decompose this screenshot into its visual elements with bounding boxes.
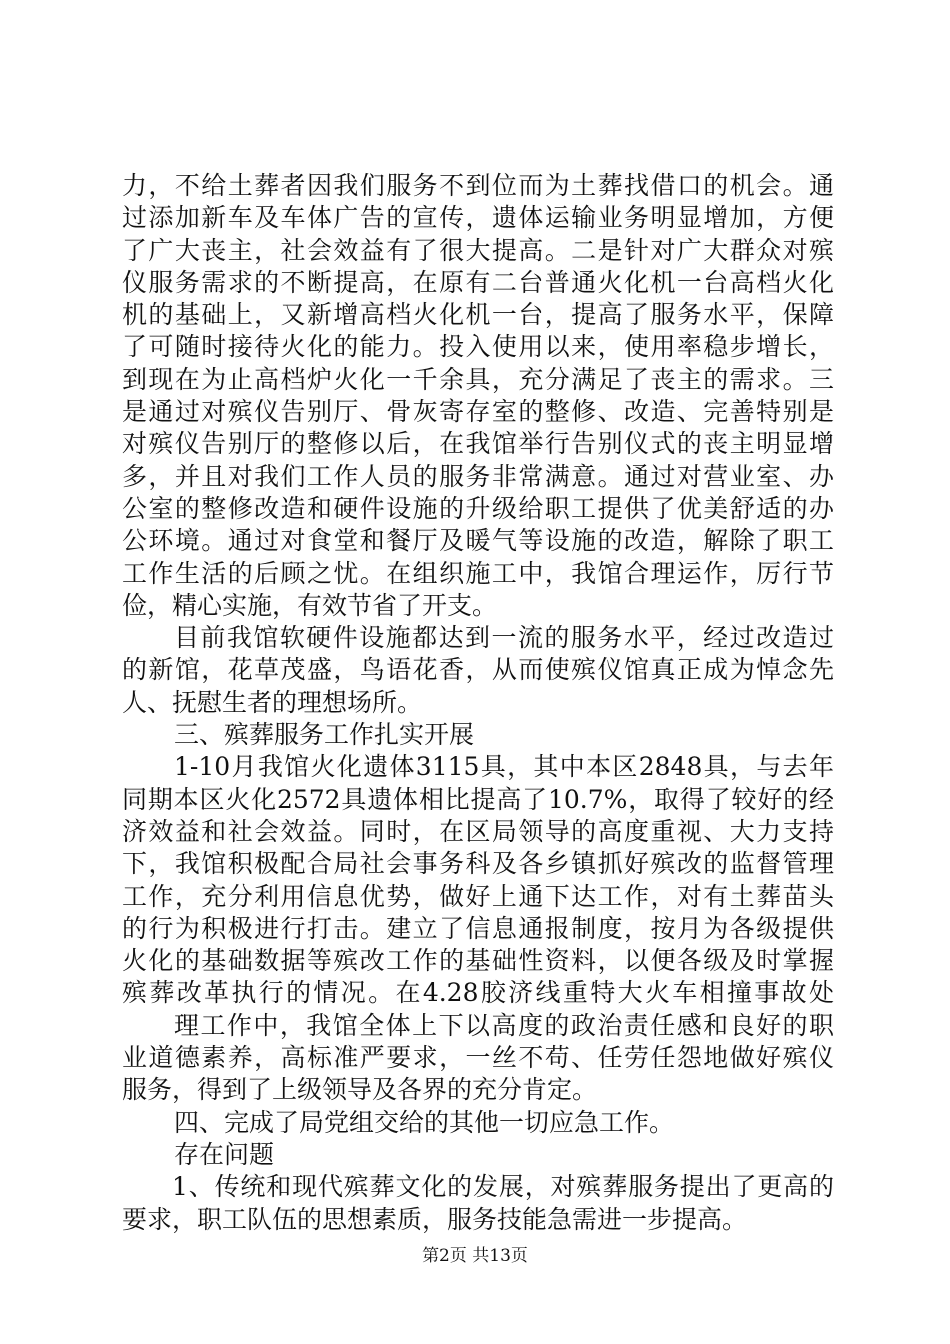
text-line: 火化的基础数据等殡改工作的基础性资料，以便各级及时掌握	[122, 946, 834, 976]
text-line: 殡葬改革执行的情况。在4.28胶济线重特大火车相撞事故处	[122, 978, 834, 1008]
text-line: 的新馆，花草茂盛，鸟语花香，从而使殡仪馆真正成为悼念先	[122, 655, 834, 685]
text-line: 仪服务需求的不断提高，在原有二台普通火化机一台高档火化	[122, 267, 834, 297]
text-line: 济效益和社会效益。同时，在区局领导的高度重视、大力支持	[122, 816, 834, 846]
section-heading: 四、完成了局党组交给的其他一切应急工作。	[174, 1107, 675, 1137]
text-line: 多，并且对我们工作人员的服务非常满意。通过对营业室、办	[122, 461, 834, 491]
text-line: 人、抚慰生者的理想场所。	[122, 687, 423, 717]
text-line: 1-10月我馆火化遗体3115具，其中本区2848具，与去年	[174, 752, 834, 782]
text-line: 了可随时接待火化的能力。投入使用以来，使用率稳步增长，	[122, 332, 834, 362]
text-line: 公环境。通过对食堂和餐厅及暖气等设施的改造，解除了职工	[122, 526, 834, 556]
text-line: 同期本区火化2572具遗体相比提高了10.7%，取得了较好的经	[122, 784, 834, 814]
text-line: 目前我馆软硬件设施都达到一流的服务水平，经过改造过	[174, 623, 834, 653]
text-line: 下，我馆积极配合局社会事务科及各乡镇抓好殡改的监督管理	[122, 849, 834, 879]
text-line: 了广大丧主，社会效益有了很大提高。二是针对广大群众对殡	[122, 235, 834, 265]
body-text	[122, 170, 834, 1236]
section-heading: 存在问题	[174, 1139, 275, 1169]
text-line: 服务，得到了上级领导及各界的充分肯定。	[122, 1075, 598, 1105]
text-line: 的行为积极进行打击。建立了信息通报制度，按月为各级提供	[122, 913, 834, 943]
text-line: 工作生活的后顾之忧。在组织施工中，我馆合理运作，厉行节	[122, 558, 834, 588]
text-line: 理工作中，我馆全体上下以高度的政治责任感和良好的职	[174, 1010, 834, 1040]
page-footer: 第2页 共13页	[422, 1246, 528, 1266]
text-line: 业道德素养，高标准严要求，一丝不苟、任劳任怨地做好殡仪	[122, 1043, 834, 1073]
text-line: 机的基础上，又新增高档火化机一台，提高了服务水平，保障	[122, 300, 834, 330]
text-line: 要求，职工队伍的思想素质，服务技能急需进一步提高。	[122, 1204, 748, 1234]
section-heading: 三、殡葬服务工作扎实开展	[174, 720, 475, 750]
text-line: 公室的整修改造和硬件设施的升级给职工提供了优美舒适的办	[122, 493, 834, 523]
text-line: 力，不给土葬者因我们服务不到位而为土葬找借口的机会。通	[122, 171, 834, 200]
text-line: 工作，充分利用信息优势，做好上通下达工作，对有土葬苗头	[122, 881, 834, 911]
text-line: 是通过对殡仪告别厅、骨灰寄存室的整修、改造、完善特别是	[122, 397, 834, 427]
text-line: 俭，精心实施，有效节省了开支。	[122, 590, 498, 620]
text-line: 1、传统和现代殡葬文化的发展，对殡葬服务提出了更高的	[172, 1172, 834, 1202]
text-line: 到现在为止高档炉火化一千余具，充分满足了丧主的需求。三	[122, 364, 834, 394]
text-line: 对殡仪告别厅的整修以后，在我馆举行告别仪式的丧主明显增	[122, 429, 834, 459]
text-line: 过添加新车及车体广告的宣传，遗体运输业务明显增加，方便	[122, 203, 834, 233]
